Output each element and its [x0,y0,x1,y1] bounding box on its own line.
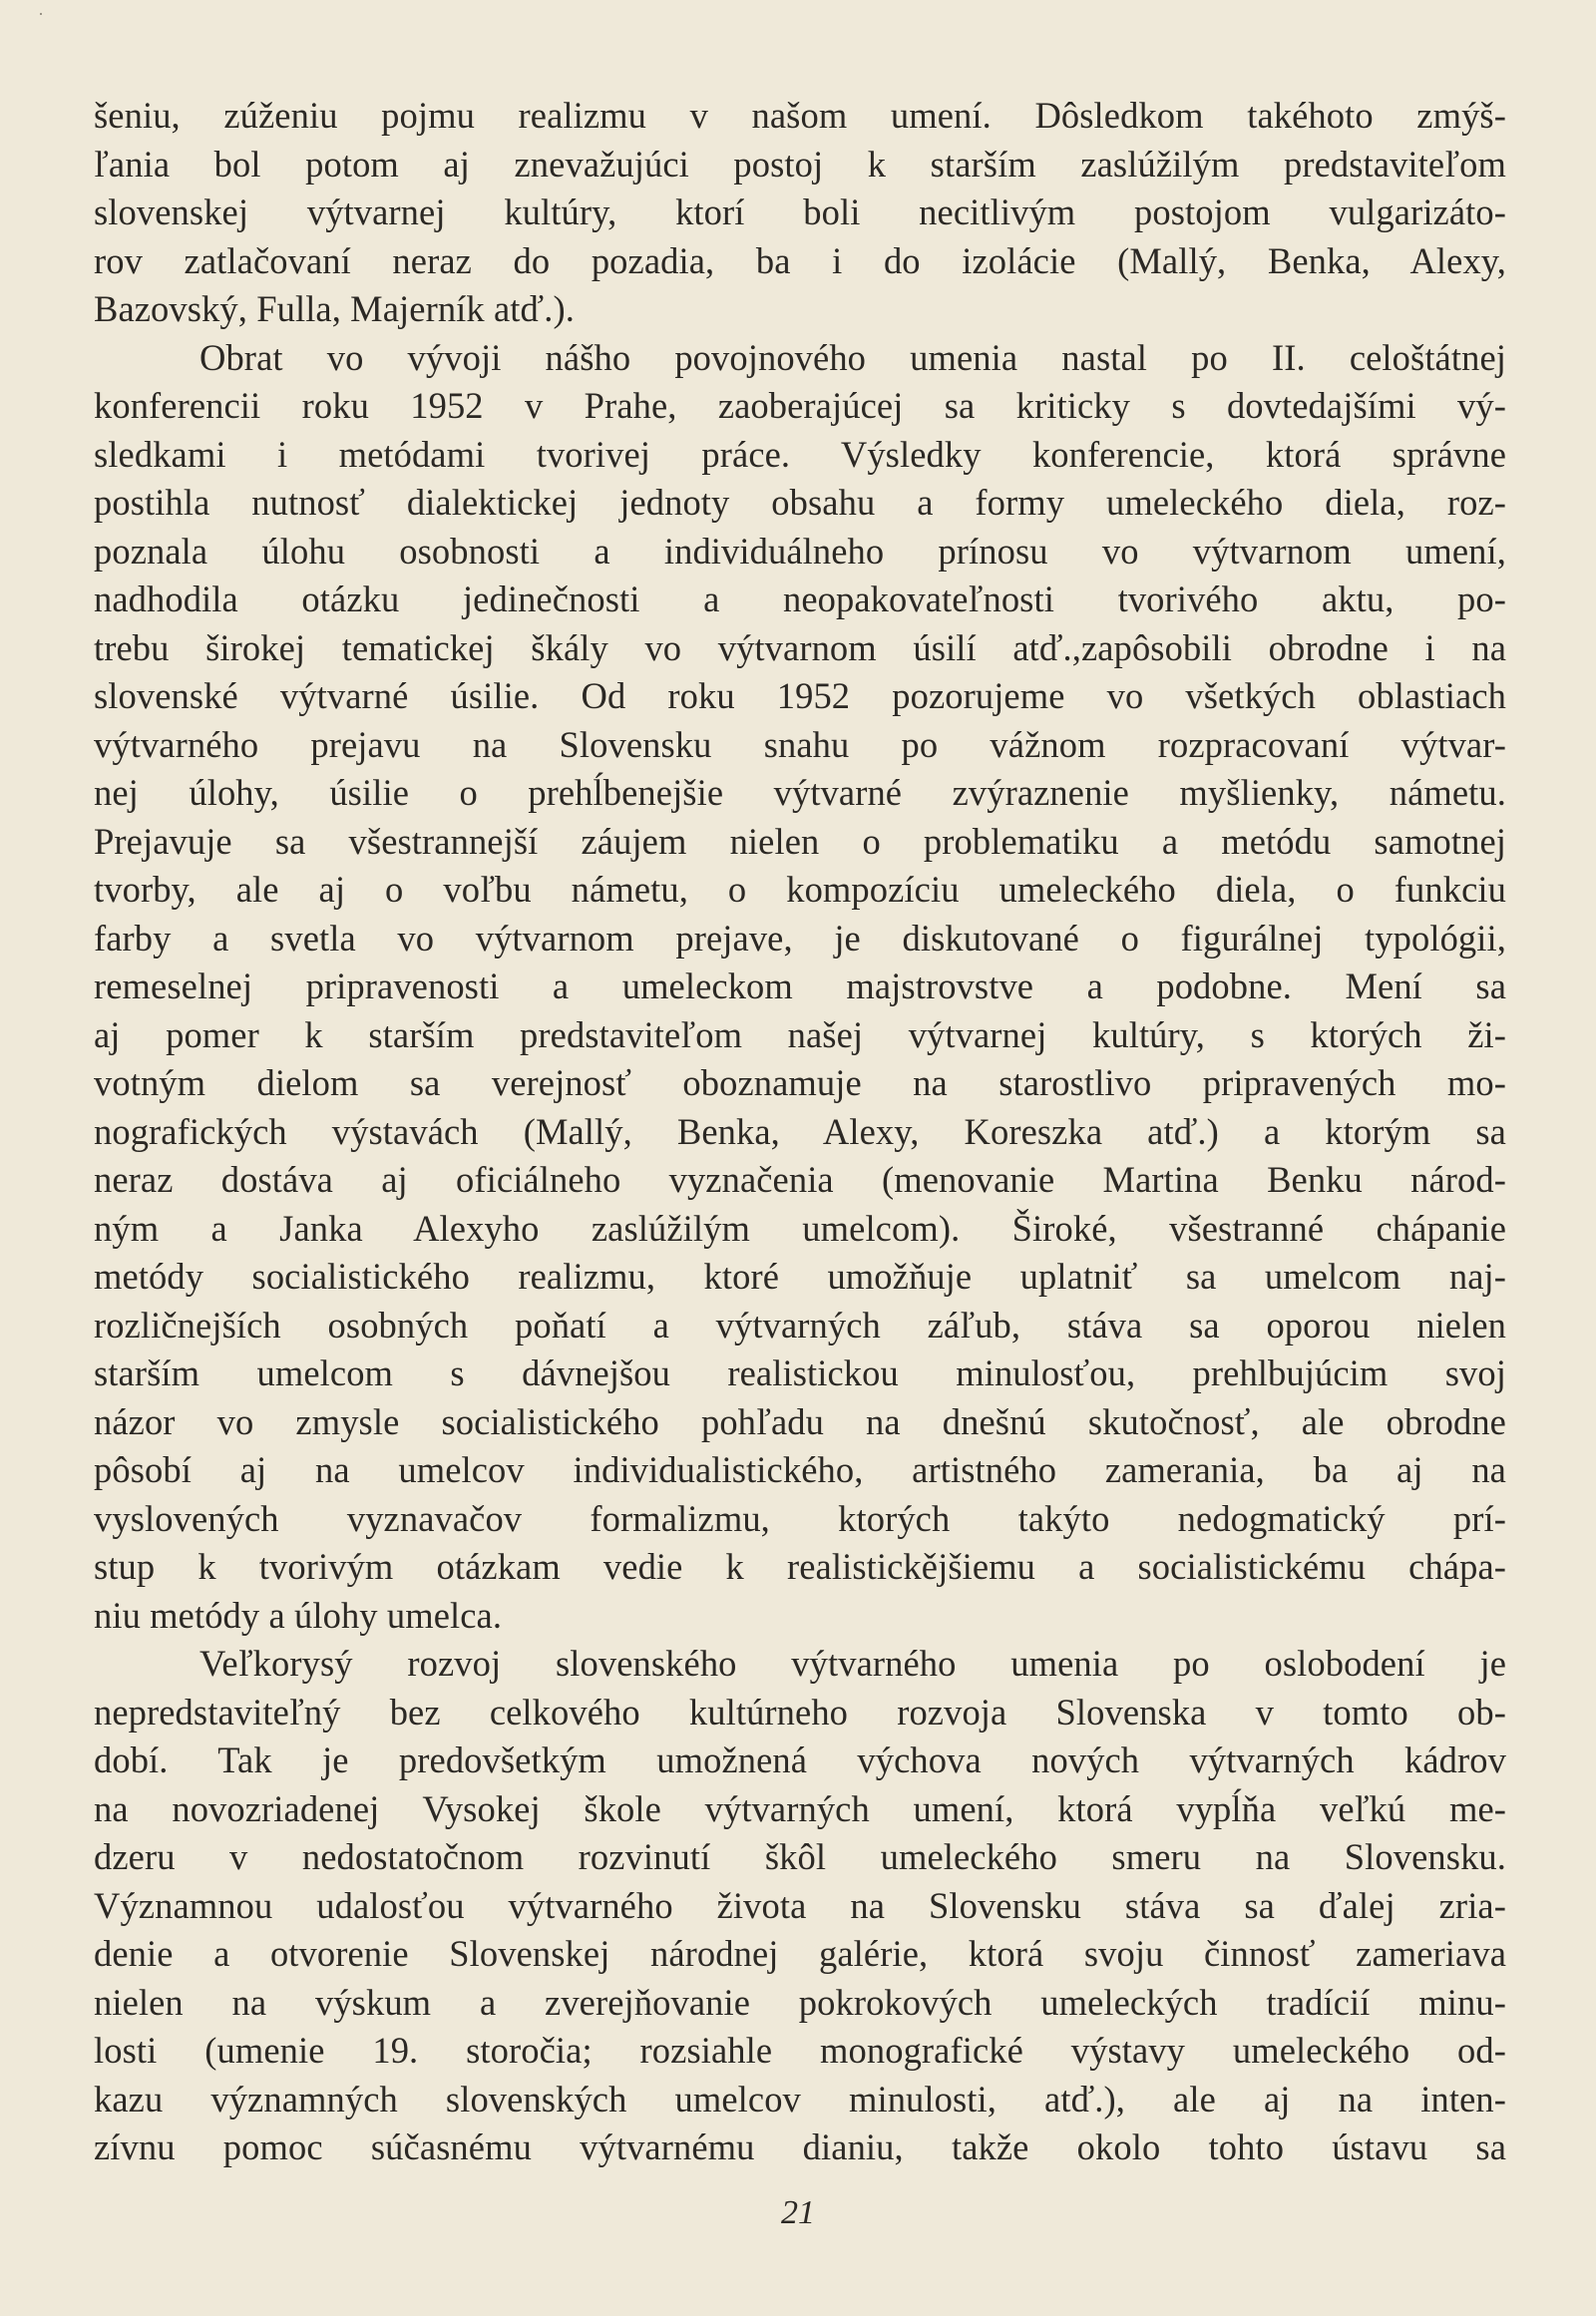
text-line: zívnu pomoc súčasnému výtvarnému dianiu, takže okolo tohto ústavu sa [94,2126,1506,2167]
text-line: rov zatlačovaní neraz do pozadia, ba i do izolácie (Mallý, Benka, Alexy, [94,239,1506,281]
text-line: slovenskej výtvarnej kultúry, ktorí boli necitlivým postojom vulgarizáto- [94,192,1506,232]
text-line: na novozriadenej Vysokej škole výtvarných umení, ktorá vypĺňa veľkú me- [94,1787,1506,1829]
text-line: nielen na výskum a zverejňovanie pokrokových umeleckých tradícií minu- [94,1981,1506,2023]
text-line: votným dielom sa verejnosť oboznamuje na starostlivo pripravených mo- [94,1062,1506,1103]
text-line: postihla nutnosť dialektickej jednoty obsahu a formy umeleckého diela, roz- [94,482,1506,523]
text-line: šeniu, zúženiu pojmu realizmu v našom umení. Dôsledkom takéhoto zmýš- [94,95,1506,136]
text-line: pôsobí aj na umelcov individualistického, artistného zamerania, ba aj na [94,1449,1506,1490]
text-line: Prejavuje sa všestrannejší záujem nielen o problematiku a metódu samotnej [94,820,1506,862]
text-line: sledkami i metódami tvorivej práce. Výsledky konferencie, ktorá správne [94,433,1506,475]
text-line: denie a otvorenie Slovenskej národnej galérie, ktorá svoju činnosť zameriava [94,1933,1506,1974]
text-line: trebu širokej tematickej škály vo výtvarnom úsilí atď.,zapôsobili obrodne i na [94,626,1506,668]
text-line: nej úlohy, úsilie o prehĺbenejšie výtvarné zvýraznenie myšlienky, námetu. [94,772,1506,813]
text-line: slovenské výtvarné úsilie. Od roku 1952 pozorujeme vo všetkých oblastiach [94,675,1506,716]
text-line: ným a Janka Alexyho zaslúžilým umelcom). Široké, všestranné chápanie [94,1207,1506,1249]
text-line: rozličnejších osobných poňatí a výtvarných záľub, stáva sa oporou nielen [94,1304,1506,1346]
text-line: poznala úlohu osobnosti a individuálneho prínosu vo výtvarnom umení, [94,530,1506,572]
text-line: výtvarného prejavu na Slovensku snahu po vážnom rozpracovaní výtvar- [94,723,1506,765]
text-line: dobí. Tak je predovšetkým umožnená výchova nových výtvarných kádrov [94,1739,1506,1780]
text-line: farby a svetla vo výtvarnom prejave, je diskutované o figurálnej typológii, [94,917,1506,959]
text-line: remeselnej pripravenosti a umeleckom majstrovstve a podobne. Mení sa [94,965,1506,1006]
text-line: nadhodila otázku jedinečnosti a neopakovateľnosti tvorivého aktu, po- [94,579,1506,619]
text-line: Obrat vo vývoji nášho povojnového umenia nastal po II. celoštátnej [200,336,1506,378]
text-line: Bazovský, Fulla, Majerník atď.). [94,288,575,329]
text-line: tvorby, ale aj o voľbu námetu, o kompozíciu umeleckého diela, o funkciu [94,869,1506,910]
text-line: vyslovených vyznavačov formalizmu, ktorých takýto nedogmatický prí- [94,1497,1506,1539]
text-line: ľania bol potom aj znevažujúci postoj k starším zaslúžilým predstaviteľom [94,143,1506,185]
text-line: dzeru v nedostatočnom rozvinutí škôl umeleckého smeru na Slovensku. [94,1836,1506,1877]
text-line: nepredstaviteľný bez celkového kultúrneho rozvoja Slovenska v tomto ob- [94,1691,1506,1733]
text-line: nografických výstavách (Mallý, Benka, Alexy, Koreszka atď.) a ktorým sa [94,1110,1506,1152]
text-line: konferencii roku 1952 v Prahe, zaoberajúcej sa kriticky s dovtedajšími vý- [94,385,1506,426]
body-text [94,92,1506,2172]
scan-speck: · [38,4,44,24]
text-line: niu metódy a úlohy umelca. [94,1594,503,1636]
text-line: metódy socialistického realizmu, ktoré umožňuje uplatniť sa umelcom naj- [94,1256,1506,1297]
text-line: názor vo zmysle socialistického pohľadu na dnešnú skutočnosť, ale obrodne [94,1400,1506,1442]
page-number: 21 [781,2194,815,2231]
text-line: kazu významných slovenských umelcov minulosti, atď.), ale aj na inten- [94,2078,1506,2120]
text-line: stup k tvorivým otázkam vedie k realistickějšiemu a socialistickému chápa- [94,1546,1506,1587]
text-line: aj pomer k starším predstaviteľom našej výtvarnej kultúry, s ktorých ži- [94,1013,1506,1055]
text-line: Veľkorysý rozvoj slovenského výtvarného umenia po oslobodení je [200,1643,1506,1684]
text-line: starším umelcom s dávnejšou realistickou minulosťou, prehlbujúcim svoj [94,1352,1506,1393]
text-line: Významnou udalosťou výtvarného života na Slovensku stáva sa ďalej zria- [94,1884,1506,1926]
text-line: neraz dostáva aj oficiálneho vyznačenia (menovanie Martina Benku národ- [94,1159,1506,1200]
text-line: losti (umenie 19. storočia; rozsiahle monografické výstavy umeleckého od- [94,2030,1506,2071]
